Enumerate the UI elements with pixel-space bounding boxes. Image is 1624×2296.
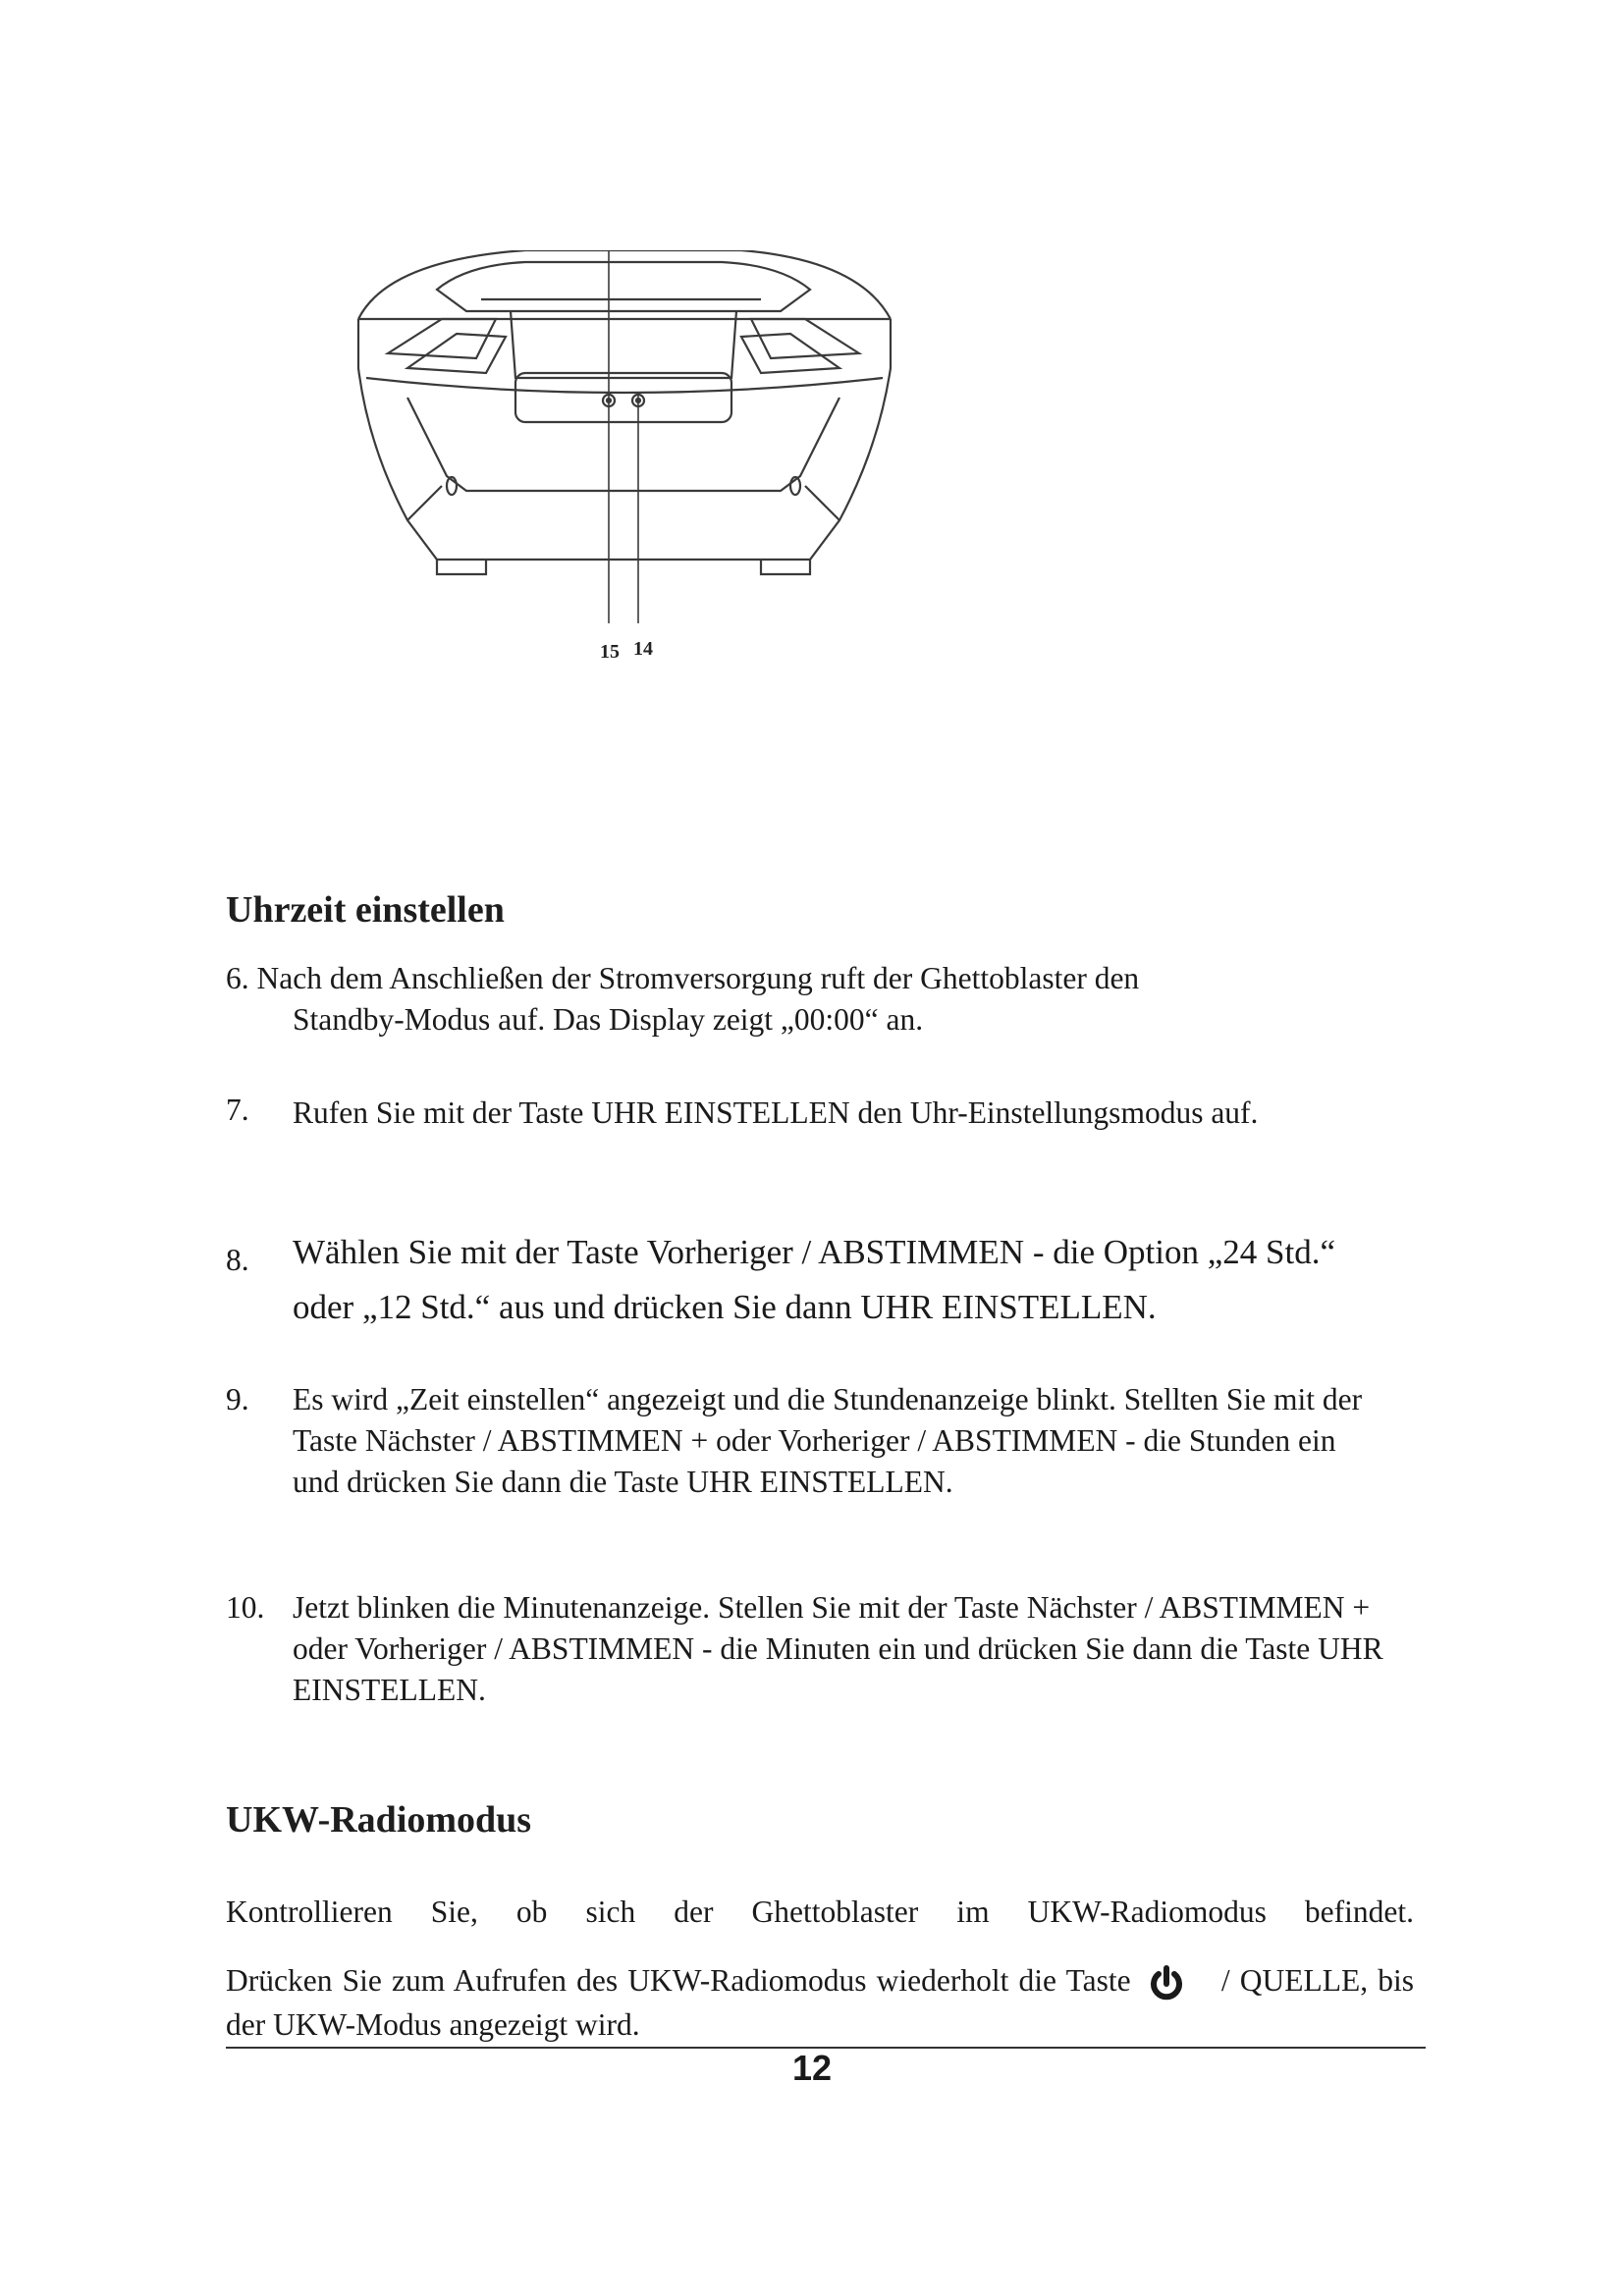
list-item-number: 8. — [226, 1243, 249, 1277]
list-item-text: Rufen Sie mit der Taste UHR EINSTELLEN den Uhr-Einstellungsmodus auf. — [293, 1095, 1259, 1130]
list-item-text: Nach dem Anschließen der Stromversorgung ruft der Ghettoblaster den — [256, 961, 1140, 995]
list-item-text: Wählen Sie mit der Taste Vorheriger / ABSTIMMEN - die Option „24 Std.“ oder „12 Std.“ aus und drücken Sie dann UHR EINSTELLEN. — [293, 1233, 1335, 1326]
list-item-number: 10. — [226, 1590, 265, 1625]
list-item-6 — [226, 958, 1384, 1041]
power-icon — [1147, 1964, 1186, 2003]
list-item-7 — [226, 1090, 1384, 1137]
callout-14: 14 — [633, 638, 653, 660]
device-illustration — [349, 250, 898, 682]
list-item-10 — [226, 1587, 1384, 1711]
list-item-9 — [226, 1379, 1384, 1503]
section-heading-radio: UKW-Radiomodus — [226, 1799, 532, 1841]
callout-15: 15 — [600, 641, 620, 663]
list-item-number: 6. — [226, 961, 249, 995]
section-heading-clock: Uhrzeit einstellen — [226, 889, 505, 931]
radio-paragraph-1: Kontrollieren Sie, ob sich der Ghettoblaster im UKW-Radiomodus befindet. — [226, 1895, 1414, 1929]
list-item-text: Es wird „Zeit einstellen“ angezeigt und die Stundenanzeige blinkt. Stellten Sie mit der Taste Nächster / ABSTIMMEN + oder Vorheriger / ABSTIMMEN - die Stunden ein und drücken Sie dann die Taste UHR EINSTELLEN. — [293, 1382, 1363, 1499]
list-item-number: 9. — [226, 1382, 249, 1416]
radio-paragraph-2-continuation: / QUELLE, bis der UKW-Modus angezeigt wird. — [226, 1963, 1414, 2042]
page-number: 12 — [791, 2048, 833, 2088]
radio-paragraph-2-text: Drücken Sie zum Aufrufen des UKW-Radiomodus wiederholt die Taste — [226, 1963, 1131, 1998]
list-item-text: Jetzt blinken die Minutenanzeige. Stellen Sie mit der Taste Nächster / ABSTIMMEN + oder Vorheriger / ABSTIMMEN - die Minuten ein und drücken Sie dann die Taste UHR EINSTELLEN. — [293, 1590, 1383, 1707]
list-item-number: 7. — [226, 1093, 249, 1127]
radio-paragraph-2 — [226, 1959, 1414, 2047]
list-item-8 — [226, 1225, 1384, 1335]
list-item-continuation: Standby-Modus auf. Das Display zeigt „00:00“ an. — [293, 1002, 924, 1037]
